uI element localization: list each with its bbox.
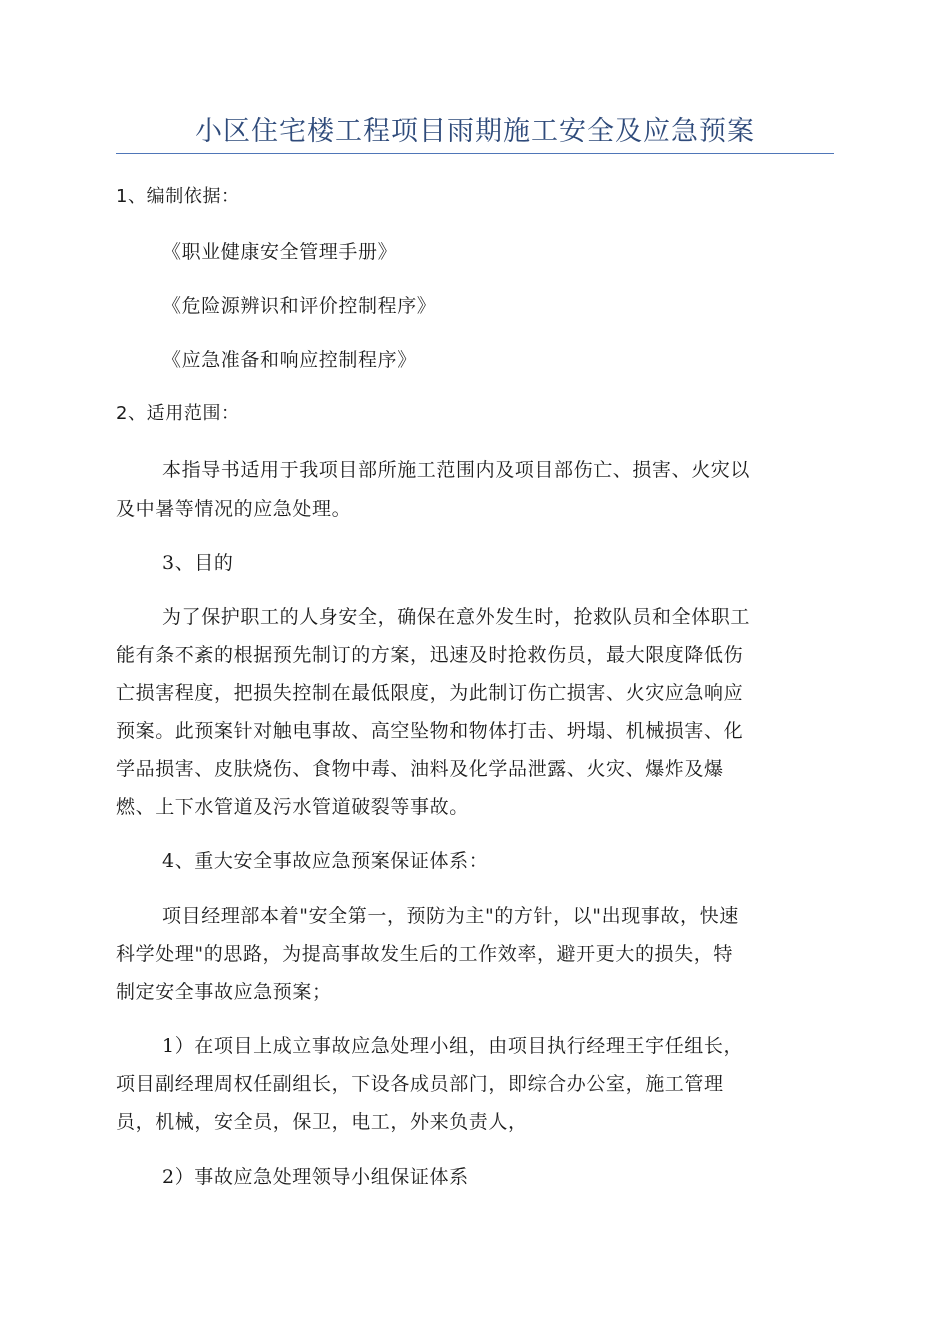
paragraph-line: 学品损害、皮肤烧伤、食物中毒、油料及化学品泄露、火灾、爆炸及爆 (116, 758, 724, 780)
paragraph-line: 项目经理部本着"安全第一，预防为主"的方针，以"出现事故，快速 (162, 905, 739, 927)
paragraph-line: 本指导书适用于我项目部所施工范围内及项目部伤亡、损害、火灾以 (162, 459, 751, 481)
section-1-heading: 1、编制依据： (116, 186, 240, 207)
section-2-heading: 2、适用范围： (116, 403, 240, 424)
document-title: 小区住宅楼工程项目雨期施工安全及应急预案 (195, 116, 755, 147)
reference-item: 《危险源辨识和评价控制程序》 (162, 295, 437, 317)
section-4-heading: 4、重大安全事故应急预案保证体系： (162, 850, 489, 872)
paragraph-line: 制定安全事故应急预案； (116, 981, 332, 1003)
section-3-heading: 3、目的 (162, 552, 234, 574)
paragraph-line: 科学处理"的思路，为提高事故发生后的工作效率，避开更大的损失，特 (116, 943, 733, 965)
title-underline (116, 153, 834, 154)
paragraph-line: 为了保护职工的人身安全，确保在意外发生时，抢救队员和全体职工 (162, 606, 751, 628)
list-item-line: 2）事故应急处理领导小组保证体系 (162, 1166, 469, 1188)
list-item-line: 员，机械，安全员，保卫，电工，外来负责人， (116, 1111, 528, 1133)
reference-item: 《应急准备和响应控制程序》 (162, 349, 417, 371)
list-item-line: 项目副经理周权任副组长，下设各成员部门，即综合办公室，施工管理 (116, 1073, 724, 1095)
list-item-line: 1）在项目上成立事故应急处理小组，由项目执行经理王宇任组长， (162, 1035, 744, 1057)
paragraph-line: 能有条不紊的根据预先制订的方案，迅速及时抢救伤员，最大限度降低伤 (116, 644, 744, 666)
paragraph-line: 及中暑等情况的应急处理。 (116, 498, 352, 520)
paragraph-line: 预案。此预案针对触电事故、高空坠物和物体打击、坍塌、机械损害、化 (116, 720, 744, 742)
reference-item: 《职业健康安全管理手册》 (162, 241, 398, 263)
paragraph-line: 亡损害程度，把损失控制在最低限度，为此制订伤亡损害、火灾应急响应 (116, 682, 744, 704)
paragraph-line: 燃、上下水管道及污水管道破裂等事故。 (116, 796, 469, 818)
